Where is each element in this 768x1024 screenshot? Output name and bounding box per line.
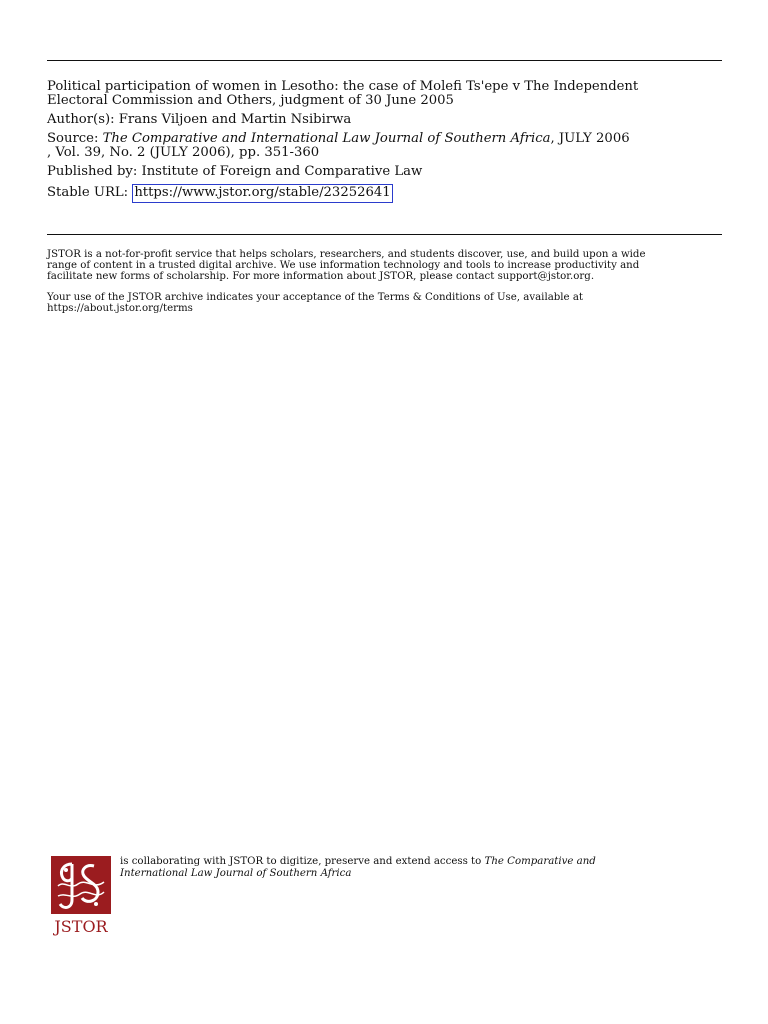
collaboration-journal-line1: The Comparative and bbox=[484, 856, 596, 867]
article-title bbox=[47, 80, 737, 108]
stable-url-line bbox=[47, 184, 737, 203]
collaboration-prefix: is collaborating with JSTOR to digitize, preserve and extend access to bbox=[120, 856, 482, 867]
divider-rule bbox=[47, 234, 722, 235]
jstor-logo bbox=[50, 856, 114, 936]
notice-p1-line2: range of content in a trusted digital archive. We use information technology and tools to increase productivity and bbox=[47, 260, 640, 271]
notice-paragraph-2 bbox=[47, 292, 727, 314]
authors-value: Frans Viljoen and Martin Nsibirwa bbox=[118, 112, 352, 127]
authors-line bbox=[47, 113, 737, 127]
notice-p1-line1: JSTOR is a not-for-profit service that helps scholars, researchers, and students discover, use, and build upon a wide bbox=[47, 249, 646, 260]
notice-p1-line3: facilitate new forms of scholarship. For more information about JSTOR, please contact support@jstor.org. bbox=[47, 271, 595, 282]
publisher-line bbox=[47, 165, 737, 179]
source-line bbox=[47, 132, 737, 160]
source-details: , Vol. 39, No. 2 (JULY 2006), pp. 351-360 bbox=[47, 145, 320, 160]
notice-paragraph-1 bbox=[47, 249, 727, 282]
terms-link[interactable]: https://about.jstor.org/terms bbox=[47, 303, 193, 314]
stable-url-link[interactable]: https://www.jstor.org/stable/23252641 bbox=[132, 184, 392, 203]
title-line-2: Electoral Commission and Others, judgment of 30 June 2005 bbox=[47, 93, 454, 108]
source-label: Source: bbox=[47, 131, 99, 146]
publisher-label: Published by: bbox=[47, 164, 138, 179]
jstor-logo-text: JSTOR bbox=[54, 917, 108, 936]
notice-p2-line1: Your use of the JSTOR archive indicates your acceptance of the Terms & Conditions of Use, available at bbox=[47, 292, 583, 303]
collaboration-statement bbox=[120, 856, 680, 880]
publisher-value: Institute of Foreign and Comparative Law bbox=[141, 164, 423, 179]
title-line-1: Political participation of women in Lesotho: the case of Molefi Ts'epe v The Independent bbox=[47, 79, 639, 94]
jstor-notice bbox=[47, 249, 727, 324]
authors-label: Author(s): bbox=[47, 112, 115, 127]
source-journal: The Comparative and International Law Journal of Southern Africa bbox=[102, 131, 551, 146]
source-date: , JULY 2006 bbox=[550, 131, 630, 146]
top-rule bbox=[47, 60, 722, 61]
jstor-logo-icon bbox=[50, 856, 114, 936]
collaboration-journal-line2: International Law Journal of Southern Africa bbox=[120, 868, 352, 879]
stable-url-label: Stable URL: bbox=[47, 185, 129, 200]
article-header bbox=[47, 80, 737, 208]
